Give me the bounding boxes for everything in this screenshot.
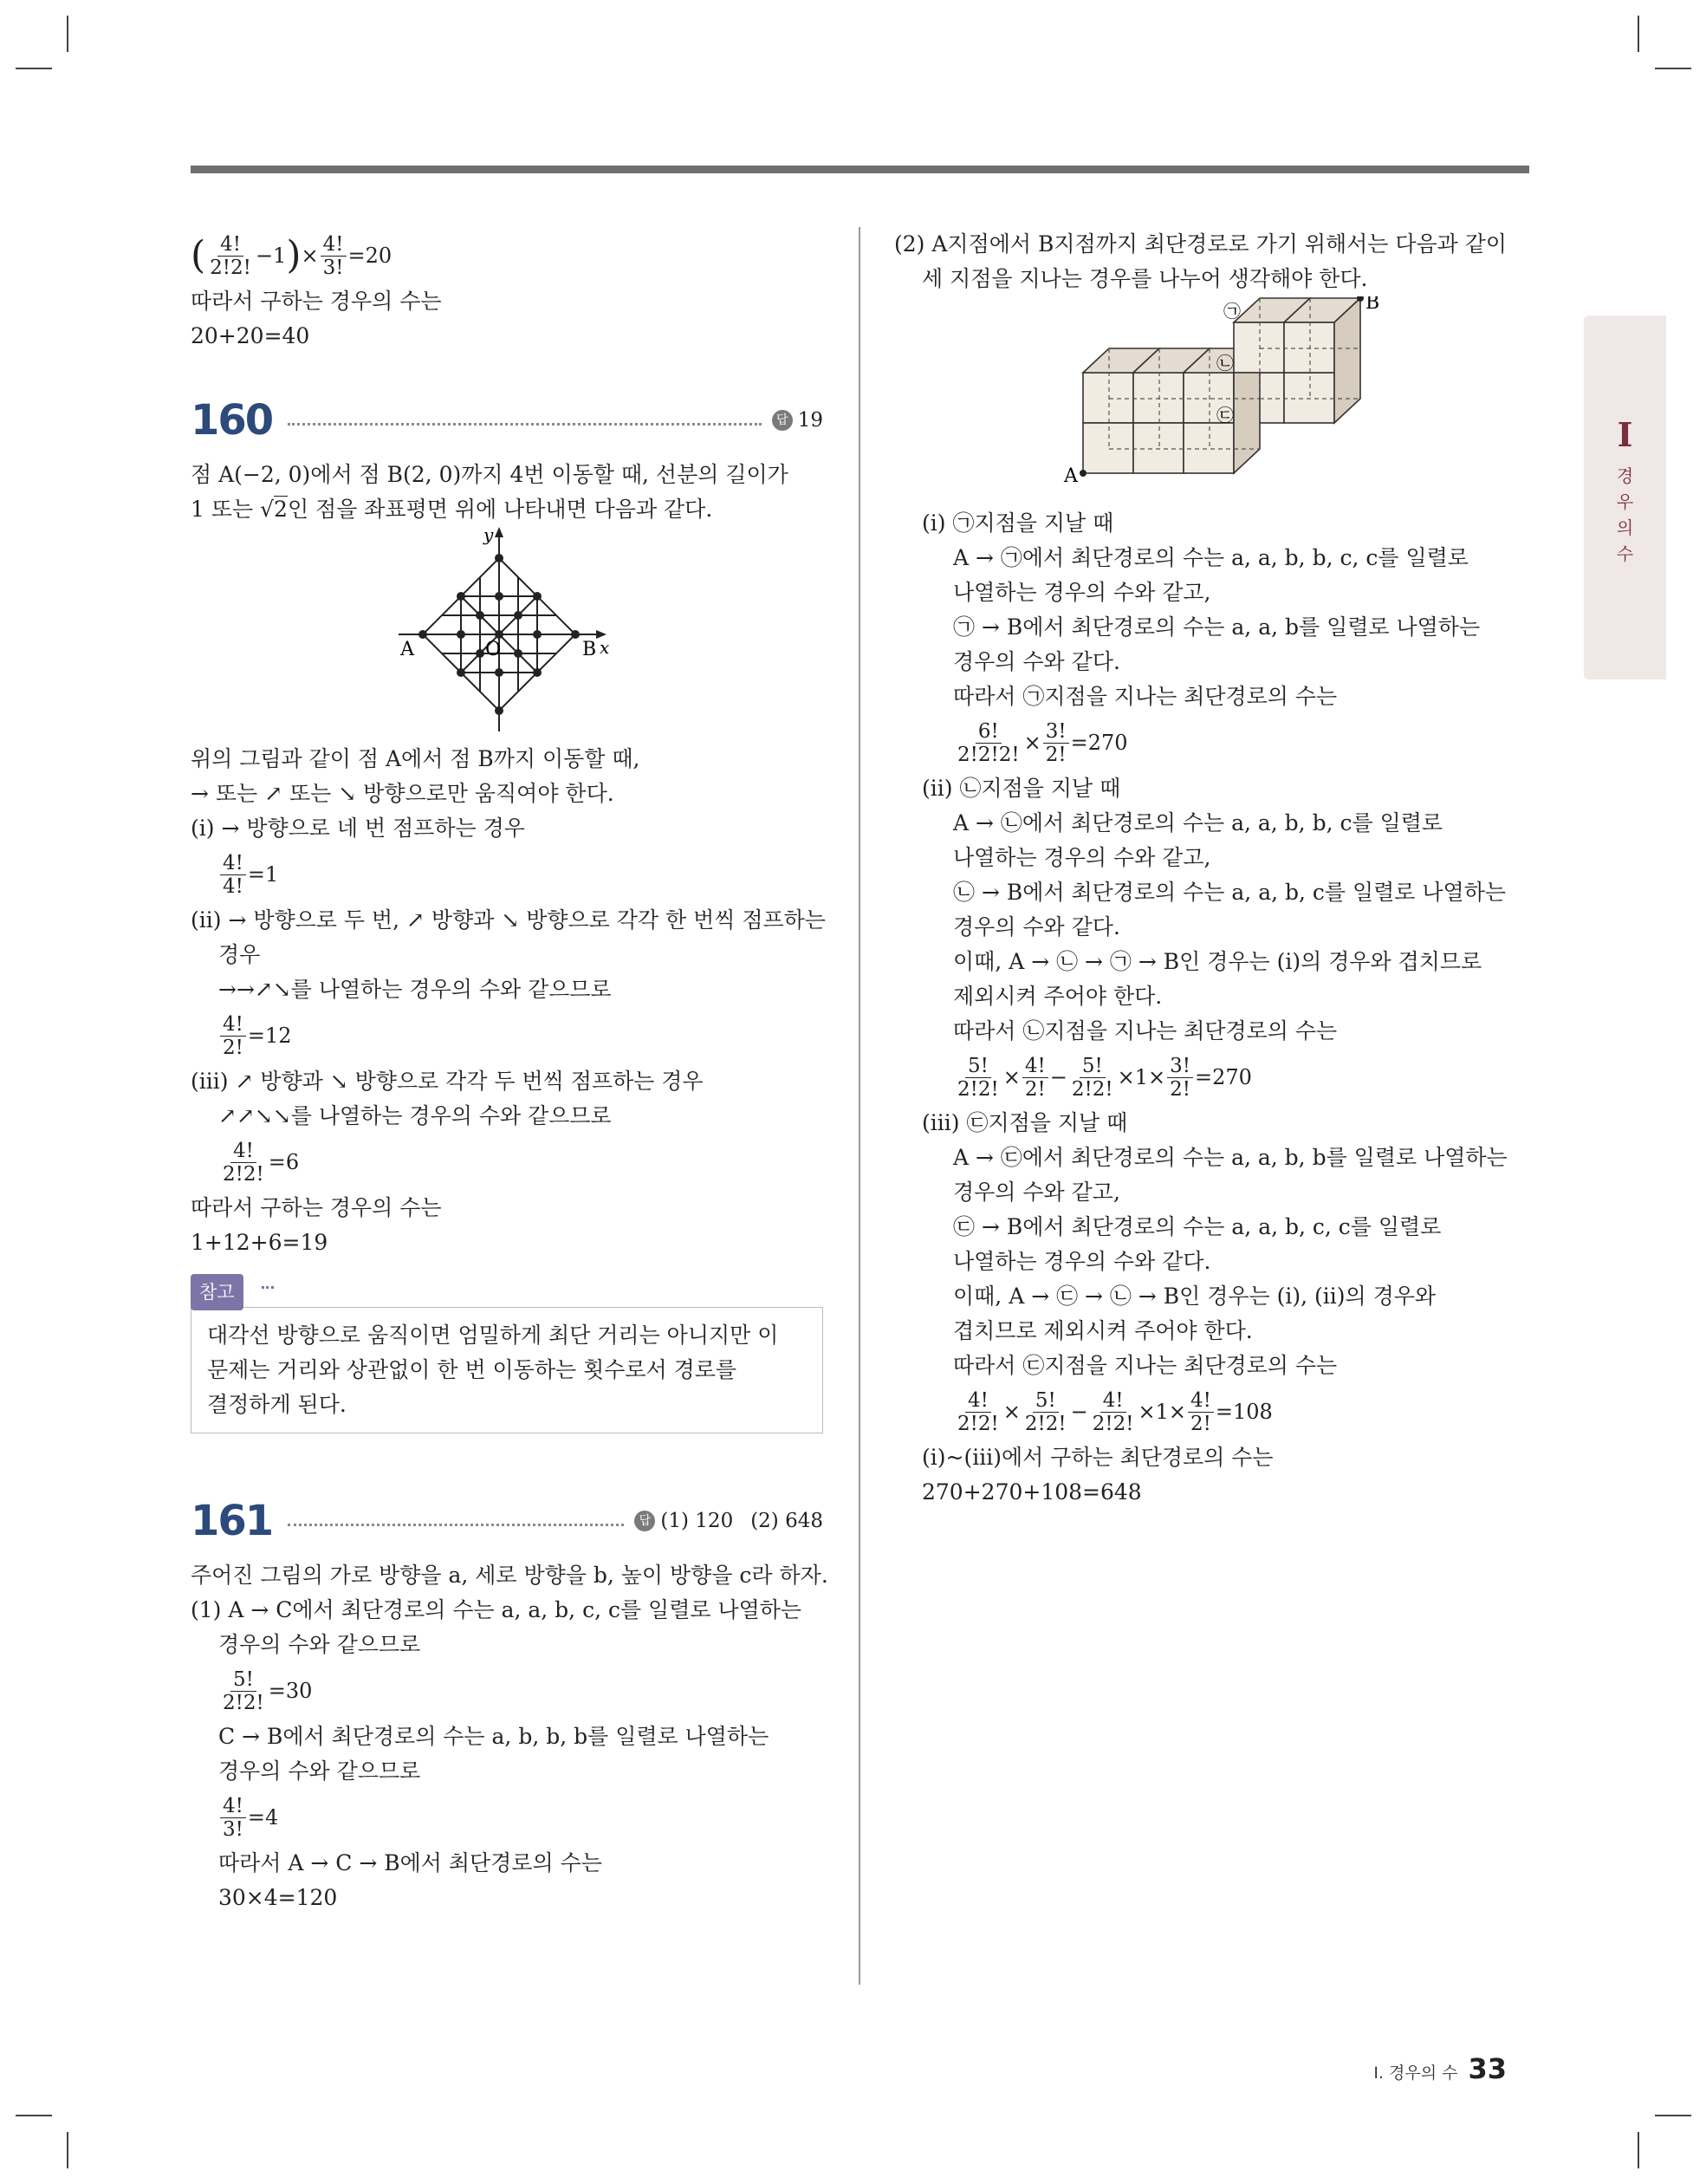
cube-grid-figure bbox=[894, 296, 1535, 506]
text-line: 점 A(−2, 0)에서 점 B(2, 0)까지 4번 이동할 때, 선분의 길이가 bbox=[191, 462, 788, 487]
point-1-label: ㉠ bbox=[1223, 301, 1241, 322]
text-line: 이때, A → ㉡ → ㉠ → B인 경우는 (ⅰ)의 경우와 겹치므로 bbox=[953, 949, 1482, 974]
text-line: →→↗↘를 나열하는 경우의 수와 같으므로 bbox=[218, 977, 612, 1002]
text-line: 경우의 수와 같으므로 bbox=[218, 1632, 421, 1657]
text-line: ㉠ → B에서 최단경로의 수는 a, a, b를 일렬로 나열하는 bbox=[953, 614, 1481, 640]
text-line: A → ㉡에서 최단경로의 수는 a, a, b, b, c를 일렬로 bbox=[953, 810, 1443, 835]
lattice-figure bbox=[191, 527, 823, 742]
equation: $\frac{5!}{2!2!}$ × $\frac{4!}{2!}$ − $\frac{5!}{2!2!}$ × 1 × $\frac{3!}{2!}$ =270 bbox=[894, 1049, 1535, 1106]
text-line: 경우의 수와 같고, bbox=[953, 1180, 1120, 1205]
text-line: 이때, A → ㉢ → ㉡ → B인 경우는 (ⅰ), (ⅱ)의 경우와 bbox=[953, 1284, 1437, 1309]
text-line: 20+20=40 bbox=[191, 323, 310, 348]
point-2-label: ㉡ bbox=[1216, 353, 1234, 374]
fraction: $\frac{6!}{2!2!2!}$ bbox=[957, 719, 1020, 766]
crop-mark bbox=[67, 2132, 68, 2168]
case-title: (ⅱ) → 방향으로 두 번, ↗ 방향과 ↘ 방향으로 각각 한 번씩 점프하는 bbox=[191, 907, 826, 933]
point-a-label: A bbox=[1064, 465, 1078, 487]
crop-mark bbox=[1655, 2115, 1691, 2116]
fraction: $\frac{5!}{2!2!}$ bbox=[223, 1667, 264, 1714]
equation: $\frac{4!}{2!}$ =12 bbox=[191, 1007, 823, 1064]
answer-key: 답 (1) 120 (2) 648 bbox=[634, 1504, 823, 1538]
crop-mark bbox=[1638, 16, 1639, 52]
text-line: 위의 그림과 같이 점 A에서 점 B까지 이동할 때, bbox=[191, 746, 640, 771]
origin-label: O bbox=[485, 639, 502, 660]
answer-icon: 답 bbox=[634, 1511, 655, 1531]
note-content bbox=[191, 1307, 823, 1433]
note-decoration bbox=[262, 1286, 274, 1294]
point-b-label: B bbox=[582, 639, 597, 660]
point-3-label: ㉢ bbox=[1216, 405, 1234, 426]
leader-dots bbox=[288, 1524, 624, 1526]
text-line: 경우의 수와 같다. bbox=[953, 914, 1120, 939]
crop-mark bbox=[1655, 68, 1691, 69]
text-line: 따라서 구하는 경우의 수는 bbox=[191, 1195, 442, 1220]
x-axis-label: x bbox=[600, 637, 610, 658]
cube-grid-diagram bbox=[894, 296, 1535, 506]
text-line: 경우의 수와 같다. bbox=[953, 649, 1120, 674]
text-line: C → B에서 최단경로의 수는 a, b, b, b를 일렬로 나열하는 bbox=[218, 1724, 769, 1749]
point-b-label: B bbox=[1365, 296, 1380, 314]
note-box bbox=[191, 1274, 823, 1433]
text-line: 결정하게 된다. bbox=[207, 1392, 347, 1417]
note-tag: 참고 bbox=[191, 1274, 243, 1310]
fraction: $\frac{4!}{2!2!}$ bbox=[223, 1139, 264, 1186]
chapter-vertical-label: 경 우 의 수 bbox=[1616, 465, 1634, 564]
problem-header-161 bbox=[191, 1491, 823, 1551]
text-line: 겹치므로 제외시켜 주어야 한다. bbox=[953, 1318, 1253, 1343]
text-line: ㉡ → B에서 최단경로의 수는 a, a, b, c를 일렬로 나열하는 bbox=[953, 880, 1506, 905]
crop-mark bbox=[16, 2115, 52, 2116]
fraction: $\frac{3!}{2!}$ bbox=[1167, 1055, 1193, 1101]
text-line: (ⅰ)~(ⅲ)에서 구하는 최단경로의 수는 bbox=[922, 1445, 1274, 1470]
text-line: A → ㉠에서 최단경로의 수는 a, a, b, b, c, c를 일렬로 bbox=[953, 545, 1469, 570]
text-line: ↗↗↘↘를 나열하는 경우의 수와 같으므로 bbox=[218, 1103, 612, 1128]
text-line: 주어진 그림의 가로 방향을 a, 세로 방향을 b, 높이 방향을 c라 하자. bbox=[191, 1563, 828, 1588]
lattice-diagram bbox=[191, 527, 823, 742]
equation: $\frac{6!}{2!2!2!}$ × $\frac{3!}{2!}$ =270 bbox=[894, 714, 1535, 771]
text-line: 나열하는 경우의 수와 같다. bbox=[953, 1249, 1211, 1274]
text-line: (1) A → C에서 최단경로의 수는 a, a, b, c, c를 일렬로 나열하는 bbox=[191, 1597, 802, 1622]
text-line: 따라서 구하는 경우의 수는 bbox=[191, 289, 442, 314]
fraction: $\frac{5!}{2!2!}$ bbox=[1024, 1388, 1067, 1435]
equation: $\frac{4!}{2!2!}$ × $\frac{5!}{2!2!}$ − $\frac{4!}{2!2!}$ × 1 × $\frac{4!}{2!}$ =108 bbox=[894, 1383, 1535, 1440]
column-divider bbox=[859, 227, 860, 1985]
fraction: $\frac{4!}{2!2!}$ bbox=[210, 232, 251, 279]
fraction: $\frac{5!}{2!2!}$ bbox=[1071, 1054, 1113, 1101]
equation: ( $\frac{4!}{2!2!}$ − 1 ) × $\frac{4!}{3!}$ =20 bbox=[191, 232, 392, 279]
problem-number: 160 bbox=[191, 396, 273, 445]
problem-number: 161 bbox=[191, 1497, 273, 1545]
fraction: $\frac{4!}{3!}$ bbox=[321, 233, 347, 279]
text-line: 대각선 방향으로 움직이면 엄밀하게 최단 거리는 아니지만 이 bbox=[207, 1323, 779, 1348]
point-a-label: A bbox=[400, 639, 414, 660]
fraction: $\frac{4!}{2!}$ bbox=[1188, 1389, 1214, 1435]
fraction: $\frac{4!}{3!}$ bbox=[220, 1795, 246, 1841]
chapter-roman-numeral: I bbox=[1617, 415, 1633, 454]
fraction: $\frac{4!}{2!2!}$ bbox=[957, 1388, 999, 1435]
text-line: 문제는 거리와 상관없이 한 번 이동하는 횟수로서 경로를 bbox=[207, 1357, 737, 1382]
text-line: 따라서 ㉡지점을 지나는 최단경로의 수는 bbox=[953, 1018, 1338, 1043]
case-title: (ⅱ) ㉡지점을 지날 때 bbox=[922, 776, 1121, 801]
fraction: $\frac{5!}{2!2!}$ bbox=[957, 1054, 999, 1101]
equation: $\frac{4!}{4!}$ =1 bbox=[191, 846, 823, 903]
text-line: 경우 bbox=[218, 942, 261, 967]
equation: $\frac{4!}{3!}$ =4 bbox=[191, 1789, 823, 1846]
left-column bbox=[191, 227, 828, 1915]
page-footer bbox=[1373, 2052, 1507, 2085]
crop-mark bbox=[1638, 2132, 1639, 2168]
text-line: 나열하는 경우의 수와 같고, bbox=[953, 845, 1211, 870]
crop-mark bbox=[16, 68, 52, 69]
text-line: 30×4=120 bbox=[218, 1885, 338, 1910]
y-axis-label: y bbox=[483, 527, 494, 545]
text-line: 제외시켜 주어야 한다. bbox=[953, 984, 1163, 1009]
text-line: A → ㉢에서 최단경로의 수는 a, a, b, b를 일렬로 나열하는 bbox=[953, 1145, 1508, 1170]
footer-chapter-label: Ⅰ. 경우의 수 bbox=[1373, 2064, 1458, 2083]
fraction: $\frac{4!}{2!2!}$ bbox=[1092, 1388, 1134, 1435]
case-title: (ⅲ) ↗ 방향과 ↘ 방향으로 각각 두 번씩 점프하는 경우 bbox=[191, 1069, 704, 1094]
chapter-side-tab[interactable] bbox=[1584, 315, 1666, 679]
case-title: (ⅰ) ㉠지점을 지날 때 bbox=[922, 510, 1114, 536]
text-line: 1 또는 √2인 점을 좌표평면 위에 나타내면 다음과 같다. bbox=[191, 497, 713, 522]
equation: $\frac{4!}{2!2!}$ =6 bbox=[191, 1134, 823, 1191]
text-line: 세 지점을 지나는 경우를 나누어 생각해야 한다. bbox=[922, 266, 1368, 291]
case-title: (ⅰ) → 방향으로 네 번 점프하는 경우 bbox=[191, 816, 525, 841]
problem-header-160 bbox=[191, 390, 823, 451]
header-rule bbox=[191, 166, 1529, 173]
text-line: 따라서 ㉢지점을 지나는 최단경로의 수는 bbox=[953, 1353, 1338, 1378]
fraction: $\frac{4!}{2!}$ bbox=[220, 1013, 246, 1059]
answer-icon: 답 bbox=[772, 410, 793, 431]
text-line: → 또는 ↗ 또는 ↘ 방향으로만 움직여야 한다. bbox=[191, 781, 614, 806]
fraction: $\frac{3!}{2!}$ bbox=[1043, 720, 1069, 766]
equation: $\frac{5!}{2!2!}$ =30 bbox=[191, 1662, 823, 1719]
leader-dots bbox=[288, 423, 762, 426]
text-line: ㉢ → B에서 최단경로의 수는 a, a, b, c, c를 일렬로 bbox=[953, 1214, 1442, 1239]
text-line: (2) A지점에서 B지점까지 최단경로로 가기 위해서는 다음과 같이 bbox=[894, 231, 1508, 257]
text-line: 따라서 A → C → B에서 최단경로의 수는 bbox=[218, 1850, 602, 1875]
page-number: 33 bbox=[1468, 2052, 1507, 2085]
text-line: 270+270+108=648 bbox=[922, 1479, 1142, 1505]
crop-mark bbox=[67, 16, 68, 52]
fraction: $\frac{4!}{4!}$ bbox=[220, 852, 246, 898]
text-line: 1+12+6=19 bbox=[191, 1230, 328, 1255]
text-line: 따라서 ㉠지점을 지나는 최단경로의 수는 bbox=[953, 684, 1338, 709]
answer-key: 답 19 bbox=[772, 403, 823, 438]
right-column bbox=[894, 227, 1535, 1510]
case-title: (ⅲ) ㉢지점을 지날 때 bbox=[922, 1110, 1128, 1135]
text-line: 나열하는 경우의 수와 같고, bbox=[953, 580, 1211, 605]
text-line: 경우의 수와 같으므로 bbox=[218, 1758, 421, 1784]
sqrt-symbol: √ bbox=[260, 497, 275, 522]
fraction: $\frac{4!}{2!}$ bbox=[1022, 1055, 1048, 1101]
